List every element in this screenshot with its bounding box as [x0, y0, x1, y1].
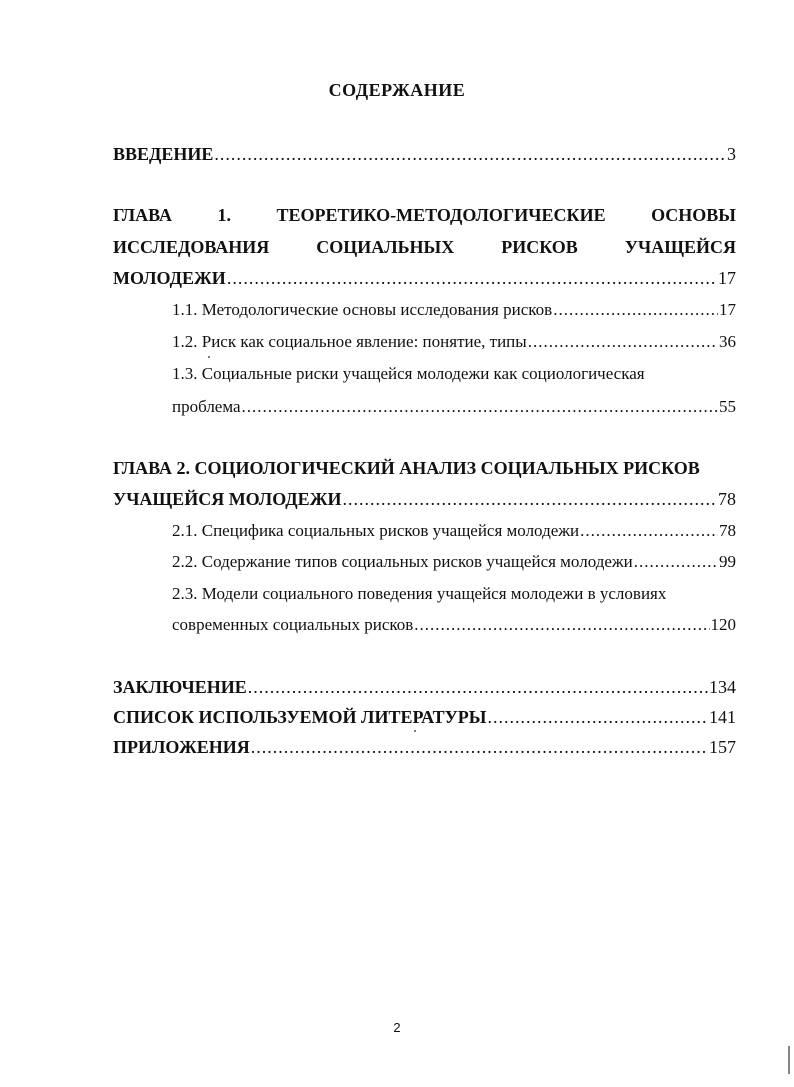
toc-entry-page: 36 [719, 332, 736, 351]
chapter1-word: ТЕОРЕТИКО-МЕТОДОЛОГИЧЕСКИЕ [276, 205, 606, 225]
toc-entry-page: 55 [719, 397, 736, 416]
toc-entry-label: ПРИЛОЖЕНИЯ [113, 737, 250, 757]
toc-entry-page: 17 [718, 268, 736, 288]
toc-entry-page: 134 [709, 677, 736, 697]
toc-title: СОДЕРЖАНИЕ [328, 80, 466, 100]
leader-dots [528, 332, 718, 352]
toc-entry-page: 78 [719, 521, 736, 540]
leader-dots [214, 144, 726, 165]
toc-entry-page: 99 [719, 552, 736, 571]
toc-entry-section-1-2[interactable] [172, 332, 736, 352]
toc-entry-label: современных социальных рисков [172, 615, 414, 634]
toc-entry-section-2-3[interactable] [172, 615, 736, 635]
toc-entry-section-1-3[interactable] [172, 397, 736, 417]
leader-dots [487, 707, 708, 728]
toc-entry-section-2-3-line1[interactable]: 2.3. Модели социального поведения учащейся молодежи в условиях [172, 584, 667, 603]
toc-entry-page: 3 [727, 144, 736, 164]
chapter1-heading-line1[interactable] [113, 205, 736, 226]
chapter1-word: СОЦИАЛЬНЫХ [316, 237, 455, 257]
toc-entry-appendices[interactable] [113, 737, 736, 758]
toc-entry-page: 17 [719, 300, 736, 319]
toc-entry-references[interactable] [113, 707, 736, 728]
toc-entry-label: 1.1. Методологические основы исследования рисков [172, 300, 553, 319]
toc-entry-label: ВВЕДЕНИЕ [113, 144, 214, 164]
chapter1-word: ОСНОВЫ [651, 205, 736, 225]
leader-dots [227, 268, 717, 289]
leader-dots [553, 300, 718, 320]
leader-dots [414, 615, 709, 635]
toc-entry-label: 1.2. Риск как социальное явление: понятие, типы [172, 332, 527, 351]
leader-dots [248, 677, 708, 698]
chapter1-word: 1. [217, 205, 231, 225]
toc-entry-section-2-2[interactable] [172, 552, 736, 572]
toc-entry-label: проблема [172, 397, 241, 416]
toc-entry-page: 120 [710, 615, 736, 634]
chapter2-heading-line1[interactable]: ГЛАВА 2. СОЦИОЛОГИЧЕСКИЙ АНАЛИЗ СОЦИАЛЬНЫХ РИСКОВ [113, 458, 700, 478]
chapter1-word: УЧАЩЕЙСЯ [624, 237, 736, 257]
toc-entry-label: 2.1. Специфика социальных рисков учащейся молодежи [172, 521, 580, 540]
toc-entry-chapter1[interactable] [113, 268, 736, 289]
leader-dots [343, 489, 718, 510]
chapter1-word: ГЛАВА [113, 205, 173, 225]
toc-entry-section-1-3-line1[interactable]: 1.3. Социальные риски учащейся молодежи как социологическая [172, 364, 645, 383]
toc-entry-label: СПИСОК ИСПОЛЬЗУЕМОЙ ЛИТЕРАТУРЫ [113, 707, 487, 727]
chapter1-word: ИССЛЕДОВАНИЯ [113, 237, 270, 257]
toc-entry-page: 141 [709, 707, 736, 727]
leader-dots [251, 737, 708, 758]
toc-entry-conclusion[interactable] [113, 677, 736, 698]
toc-entry-chapter2[interactable] [113, 489, 736, 510]
scan-speck [414, 730, 416, 732]
toc-entry-page: 78 [718, 489, 736, 509]
page-number: 2 [393, 1020, 401, 1035]
toc-entry-section-1-1[interactable] [172, 300, 736, 320]
scan-edge-mark [788, 1046, 790, 1074]
toc-entry-label: УЧАЩЕЙСЯ МОЛОДЕЖИ [113, 489, 342, 509]
leader-dots [242, 397, 718, 417]
toc-entry-label: 2.2. Содержание типов социальных рисков учащейся молодежи [172, 552, 633, 571]
toc-entry-label: ЗАКЛЮЧЕНИЕ [113, 677, 247, 697]
chapter1-word: РИСКОВ [501, 237, 578, 257]
leader-dots [634, 552, 718, 572]
toc-entry-section-2-1[interactable] [172, 521, 736, 541]
scan-speck [208, 356, 210, 358]
leader-dots [580, 521, 718, 541]
toc-entry-label: МОЛОДЕЖИ [113, 268, 226, 288]
chapter1-heading-line2[interactable] [113, 237, 736, 258]
toc-entry-intro[interactable] [113, 144, 736, 165]
toc-entry-page: 157 [709, 737, 736, 757]
